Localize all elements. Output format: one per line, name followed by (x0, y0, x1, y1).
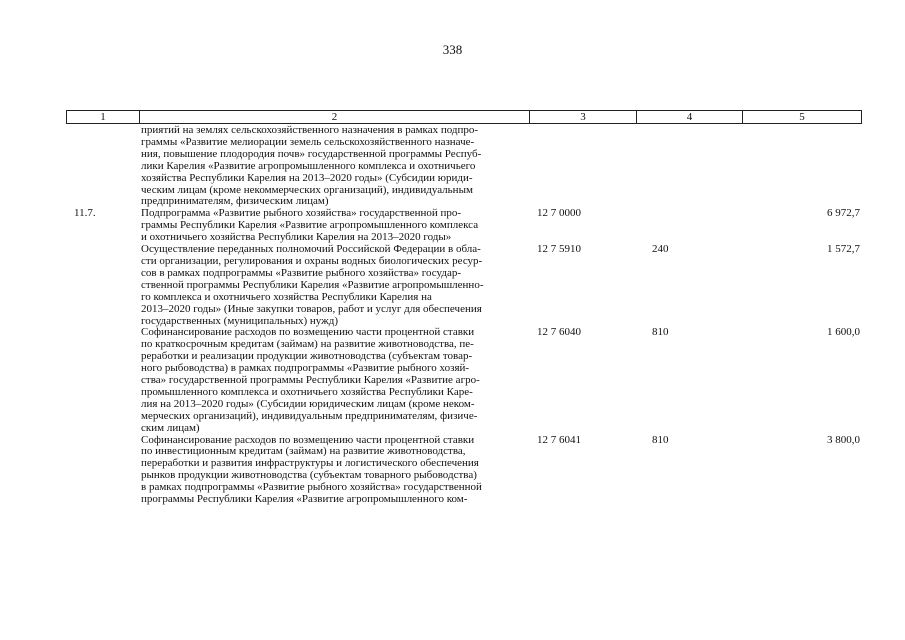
description-line: государственных (муниципальных) нужд) (141, 314, 338, 327)
row-description (141, 208, 521, 244)
description-line: сов в рамках подпрограммы «Развитие рыбного хозяйства» государ- (141, 266, 461, 279)
description-line: граммы Республики Карелия «Развитие агропромышленного комплекса (141, 219, 479, 232)
description-line: лия на 2013–2020 годы» (Субсидии юридическим лицам (кроме неком- (141, 397, 475, 410)
row-code: 12 7 6040 (537, 326, 581, 339)
description-line: лики Карелия «Развитие агропромышленного комплекса и охотничьего (141, 159, 476, 172)
table-row (66, 327, 862, 434)
row-code: 12 7 5910 (537, 243, 581, 256)
page-number: 338 (442, 42, 463, 57)
description-line: ственной программы Республики Карелия «Развитие агропромышленно- (141, 278, 484, 291)
description-line: 2013–2020 годы» (Иные закупки товаров, работ и услуг для обеспечения (141, 302, 482, 315)
table-row (66, 435, 862, 506)
description-line: рынков продукции животноводства (субъектам товарного рыбоводства) (141, 469, 477, 482)
header-col-5: 5 (799, 111, 805, 123)
row-expense-type: 810 (652, 433, 669, 446)
row-amount: 6 972,7 (827, 207, 860, 220)
description-line: программы Республики Карелия «Развитие агропромышленного ком- (141, 493, 468, 506)
table-row (66, 125, 862, 208)
row-description (141, 327, 521, 434)
description-line: и охотничьего хозяйства Республики Карелия на 2013–2020 годы» (141, 231, 452, 244)
description-line: реработки и реализации продукции животноводства (субъектам товар- (141, 350, 473, 363)
description-line: приятий на землях сельскохозяйственного назначения в рамках подпро- (141, 124, 479, 136)
description-line: промышленного комплекса и охотничьего хозяйства Республики Каре- (141, 385, 473, 398)
header-col-2: 2 (140, 111, 530, 123)
row-expense-type: 810 (652, 326, 669, 339)
description-line: по краткосрочным кредитам (займам) на развитие животноводства, пе- (141, 338, 474, 351)
row-number: 11.7. (74, 207, 96, 220)
description-line: хозяйства Республики Карелия на 2013–2020 годы» (Субсидии юриди- (141, 171, 473, 184)
description-line: сти организации, регулирования и охраны водных биологических ресур- (141, 254, 483, 267)
description-line: Софинансирование расходов по возмещению части процентной ставки (141, 326, 475, 339)
header-col-3: 3 (530, 111, 637, 123)
header-col-4: 4 (637, 111, 743, 123)
description-line: ства» государственной программы Республики Карелия «Развитие агро- (141, 374, 480, 387)
description-line: ного рыбоводства) в рамках подпрограммы «Развитие рыбного хозяй- (141, 362, 470, 375)
row-description (141, 244, 521, 327)
table-row (66, 244, 862, 327)
description-line: го комплекса и охотничьего хозяйства Республики Карелия на (141, 290, 432, 303)
row-description (141, 435, 521, 506)
table-header (66, 110, 862, 124)
description-line: граммы «Развитие мелиорации земель сельскохозяйственного назначе- (141, 135, 475, 148)
description-line: переработки и развития инфраструктуры и логистического обеспечения (141, 457, 479, 470)
row-code: 12 7 6041 (537, 433, 581, 446)
description-line: ния, повышение плодородия почв» государственной программы Респуб- (141, 147, 482, 160)
table-body (66, 125, 862, 506)
row-description (141, 125, 521, 208)
description-line: предпринимателям, физическим лицам) (141, 195, 329, 208)
description-line: ческим лицам (кроме некоммерческих организаций), индивидуальным (141, 183, 473, 196)
row-amount: 1 572,7 (827, 243, 860, 256)
description-line: по инвестиционным кредитам (займам) на развитие животноводства, (141, 445, 466, 458)
row-code: 12 7 0000 (537, 207, 581, 220)
description-line: Софинансирование расходов по возмещению части процентной ставки (141, 433, 475, 446)
row-expense-type: 240 (652, 243, 669, 256)
description-line: Осуществление переданных полномочий Российской Федерации в обла- (141, 243, 481, 256)
description-line: Подпрограмма «Развитие рыбного хозяйства» государственной про- (141, 207, 462, 220)
header-col-1: 1 (67, 111, 140, 123)
row-amount: 3 800,0 (827, 433, 860, 446)
description-line: в рамках подпрограммы «Развитие рыбного хозяйства» государственной (141, 481, 482, 494)
description-line: ским лицам) (141, 421, 200, 434)
description-line: мерческих организаций), индивидуальным предпринимателям, физиче- (141, 409, 478, 422)
row-amount: 1 600,0 (827, 326, 860, 339)
table-row (66, 208, 862, 244)
